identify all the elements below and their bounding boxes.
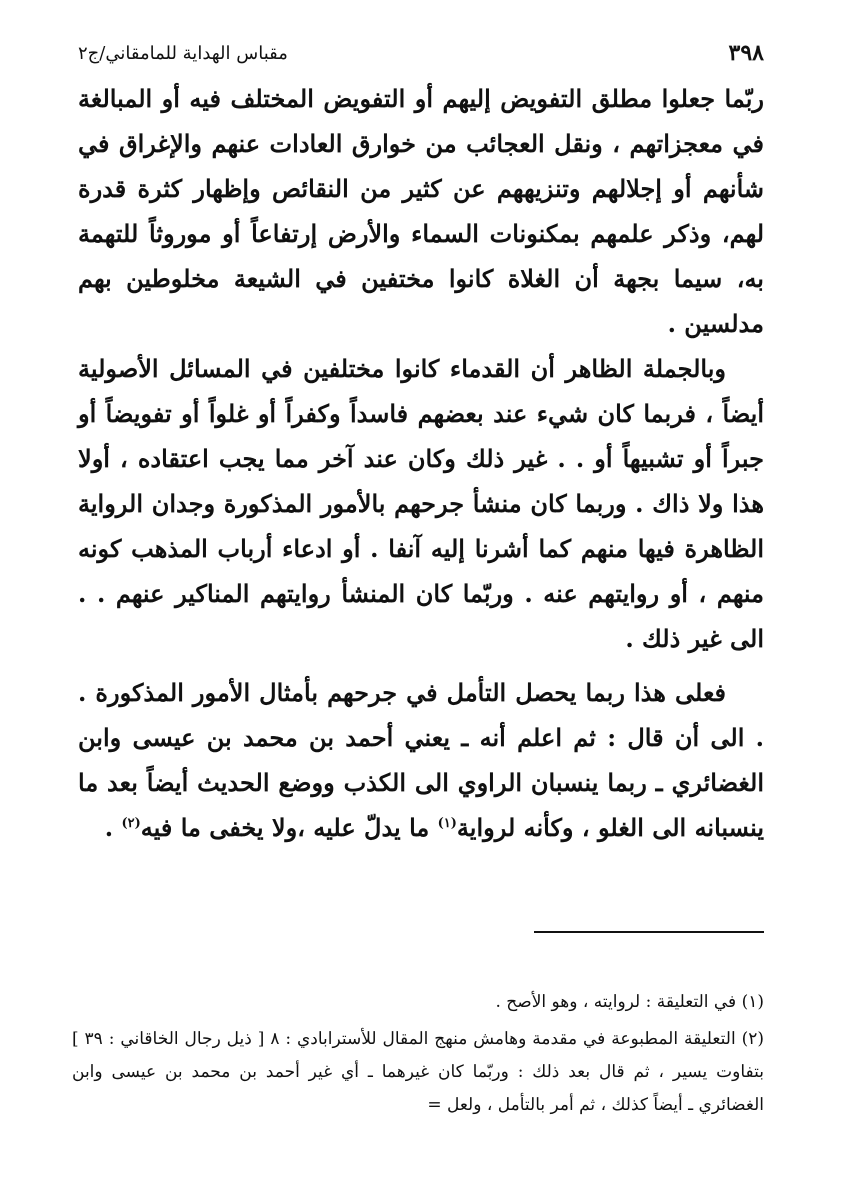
paragraph-3-end: . [104,813,122,842]
paragraph-3-text-a: فعلى هذا ربما يحصل التأمل في جرحهم بأمثال الأمور المذكورة . . الى أن قال : ثم اعلم أنه ـ يعني أحمد بن محمد بن عيسى وابن الغضائري ـ ربما ينسبان الراوي الى الكذب ووضع الحديث أيضاً بعد ما ينسبانه الى الغلو ، وكأنه لرواية [78,678,765,842]
running-title: مقباس الهداية للمامقاني/ج٢ [78,42,288,64]
footnote-ref-1: (١) [437,816,457,831]
footnote-1: (١) في التعليقة : لروايته ، وهو الأصح . [495,992,764,1012]
footnotes [72,986,764,1122]
footnote-separator [534,931,764,933]
paragraph-1: ربّما جعلوا مطلق التفويض إليهم أو التفويض المختلف فيه أو المبالغة في معجزاتهم ، ونقل العجائب من خوارق العادات عنهم والإغراق في شأنهم أو إجلالهم وتنزيههم عن كثير من النقائص وإظهار كثرة قدرة لهم، وذكر علمهم بمكنونات السماء والأرض إرتفاعاً أو موروثاً للتهمة به، سيما بجهة أن الغلاة كانوا مختفين في الشيعة مخلوطين بهم مدلسين . [78,84,765,338]
main-text [78,76,764,850]
page-header [78,36,764,70]
paragraph-2: وبالجملة الظاهر أن القدماء كانوا مختلفين في المسائل الأصولية أيضاً ، فربما كان شيء عند بعضهم فاسداً وكفراً أو غلواً أو تفويضاً أو جبراً أو تشبيهاً أو . . غير ذلك وكان عند آخر مما يجب اعتقاده ، أولا هذا ولا ذاك . وربما كان منشأ جرحهم بالأمور المذكورة وجدان الرواية الظاهرة فيها منهم كما أشرنا إليه آنفا . أو ادعاء أرباب المذهب كونه منهم ، أو روايتهم عنه . وربّما كان المنشأ روايتهم المناكير عنهم . . الى غير ذلك . [78,354,764,653]
paragraph-3 [78,670,764,850]
footnote-2: (٢) التعليقة المطبوعة في مقدمة وهامش منهج المقال للأسترابادي : ٨ [ ذيل رجال الخاقاني : ٣٩ ] بتفاوت يسير ، ثم قال بعد ذلك : وربّما كان غيرهما ـ أي غير أحمد بن محمد بن عيسى وابن الغضائري ـ أيضاً كذلك ، ثم أمر بالتأمل ، ولعل = [72,1029,764,1115]
paragraph-3-text-b: ما يدلّ عليه ،ولا يخفى ما فيه [140,813,438,842]
footnote-ref-2: (٢) [121,816,141,831]
page-number: ٣٩٨ [728,40,764,66]
